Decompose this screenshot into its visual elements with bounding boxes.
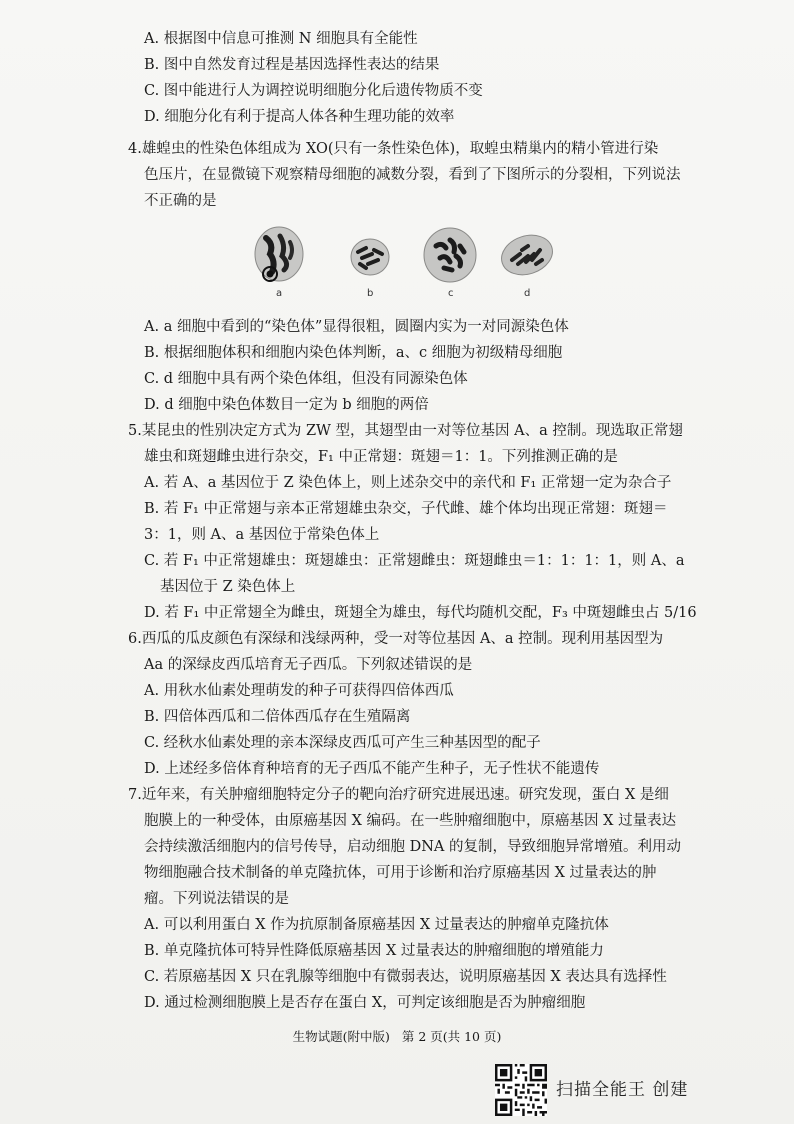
q5-stem-line-1: 5.某昆虫的性别决定方式为 ZW 型，其翅型由一对等位基因 A、a 控制。现选取正常翅 (128, 423, 683, 439)
footer-page-number: 第 2 页(共 10 页) (401, 1029, 502, 1044)
q6-stem-line-2: Aa 的深绿皮西瓜培育无子西瓜。下列叙述错误的是 (144, 657, 473, 673)
cell-a-image (250, 224, 308, 286)
q4-stem-line-3: 不正确的是 (144, 193, 217, 209)
scanner-watermark: 扫描全能王 创建 (556, 1080, 689, 1100)
q7-stem-line-2: 胞膜上的一种受体，由原癌基因 X 编码。在一些肿瘤细胞中，原癌基因 X 过量表达 (144, 813, 677, 829)
page-footer (0, 1029, 794, 1045)
q5-option-c-line-1: C. 若 F₁ 中正常翅雄虫：斑翅雄虫：正常翅雌虫：斑翅雌虫＝1：1：1：1，则 A、a (144, 553, 685, 569)
q7-stem-line-3: 会持续激活细胞内的信号传导，启动细胞 DNA 的复制，导致细胞异常增殖。利用动 (144, 839, 681, 855)
q7-option-d: D. 通过检测细胞膜上是否存在蛋白 X，可判定该细胞是否为肿瘤细胞 (144, 995, 586, 1011)
q4-option-c: C. d 细胞中具有两个染色体组，但没有同源染色体 (144, 371, 468, 387)
q7-stem-line-1: 7.近年来，有关肿瘤细胞特定分子的靶向治疗研究进展迅速。研究发现，蛋白 X 是细 (128, 787, 669, 803)
q5-stem-line-2: 雄虫和斑翅雌虫进行杂交，F₁ 中正常翅：斑翅＝1：1。下列推测正确的是 (144, 449, 618, 465)
q6-stem-line-1: 6.西瓜的瓜皮颜色有深绿和浅绿两种，受一对等位基因 A、a 控制。现利用基因型为 (128, 631, 664, 647)
cell-d-image (498, 230, 556, 280)
q7-stem-line-5: 瘤。下列说法错误的是 (144, 891, 289, 907)
q4-option-a: A. a 细胞中看到的“染色体”显得很粗，圆圈内实为一对同源染色体 (144, 319, 569, 335)
q5-option-c-line-2: 基因位于 Z 染色体上 (160, 579, 296, 595)
q6-option-b: B. 四倍体西瓜和二倍体西瓜存在生殖隔离 (144, 709, 411, 725)
q5-option-b-line-2: 3：1，则 A、a 基因位于常染色体上 (144, 527, 380, 543)
figure-label-b: b (367, 288, 374, 299)
meiosis-figure (122, 220, 722, 304)
figure-label-a: a (276, 288, 283, 299)
cell-c-image (420, 224, 480, 286)
footer-subject: 生物试题(附中版) (292, 1029, 390, 1044)
q5-option-d: D. 若 F₁ 中正常翅全为雌虫，斑翅全为雄虫，每代均随机交配，F₃ 中斑翅雌虫占 5/16 (144, 605, 697, 621)
q7-option-c: C. 若原癌基因 X 只在乳腺等细胞中有微弱表达，说明原癌基因 X 表达具有选择性 (144, 969, 667, 985)
q6-option-d: D. 上述经多倍体育种培育的无子西瓜不能产生种子，无子性状不能遗传 (144, 761, 600, 777)
q4-stem-line-2: 色压片，在显微镜下观察精母细胞的减数分裂，看到了下图所示的分裂相，下列说法 (144, 167, 681, 183)
q4-option-d: D. d 细胞中染色体数目一定为 b 细胞的两倍 (144, 397, 429, 413)
q4-stem-line-1: 4.雄蝗虫的性染色体组成为 XO(只有一条性染色体)，取蝗虫精巢内的精小管进行染 (128, 141, 659, 157)
q5-option-a: A. 若 A、a 基因位于 Z 染色体上，则上述杂交中的亲代和 F₁ 正常翅一定为杂合子 (144, 475, 672, 491)
page-content (122, 26, 722, 1016)
q3-option-c: C. 图中能进行人为调控说明细胞分化后遗传物质不变 (144, 83, 483, 99)
qr-code-icon (495, 1064, 547, 1116)
q3-option-a: A. 根据图中信息可推测 N 细胞具有全能性 (144, 31, 418, 47)
q7-stem-line-4: 物细胞融合技术制备的单克隆抗体，可用于诊断和治疗原癌基因 X 过量表达的肿 (144, 865, 657, 881)
q5-option-b-line-1: B. 若 F₁ 中正常翅与亲本正常翅雄虫杂交，子代雌、雄个体均出现正常翅：斑翅＝ (144, 501, 668, 517)
q4-option-b: B. 根据细胞体积和细胞内染色体判断，a、c 细胞为初级精母细胞 (144, 345, 563, 361)
q7-option-b: B. 单克隆抗体可特异性降低原癌基因 X 过量表达的肿瘤细胞的增殖能力 (144, 943, 604, 959)
q3-option-d: D. 细胞分化有利于提高人体各种生理功能的效率 (144, 109, 455, 125)
figure-label-c: c (448, 288, 454, 299)
q6-option-c: C. 经秋水仙素处理的亲本深绿皮西瓜可产生三种基因型的配子 (144, 735, 541, 751)
q6-option-a: A. 用秋水仙素处理萌发的种子可获得四倍体西瓜 (144, 683, 454, 699)
figure-label-d: d (524, 288, 531, 299)
q7-option-a: A. 可以利用蛋白 X 作为抗原制备原癌基因 X 过量表达的肿瘤单克隆抗体 (144, 917, 609, 933)
q3-option-b: B. 图中自然发育过程是基因选择性表达的结果 (144, 57, 440, 73)
cell-b-image (348, 236, 392, 278)
